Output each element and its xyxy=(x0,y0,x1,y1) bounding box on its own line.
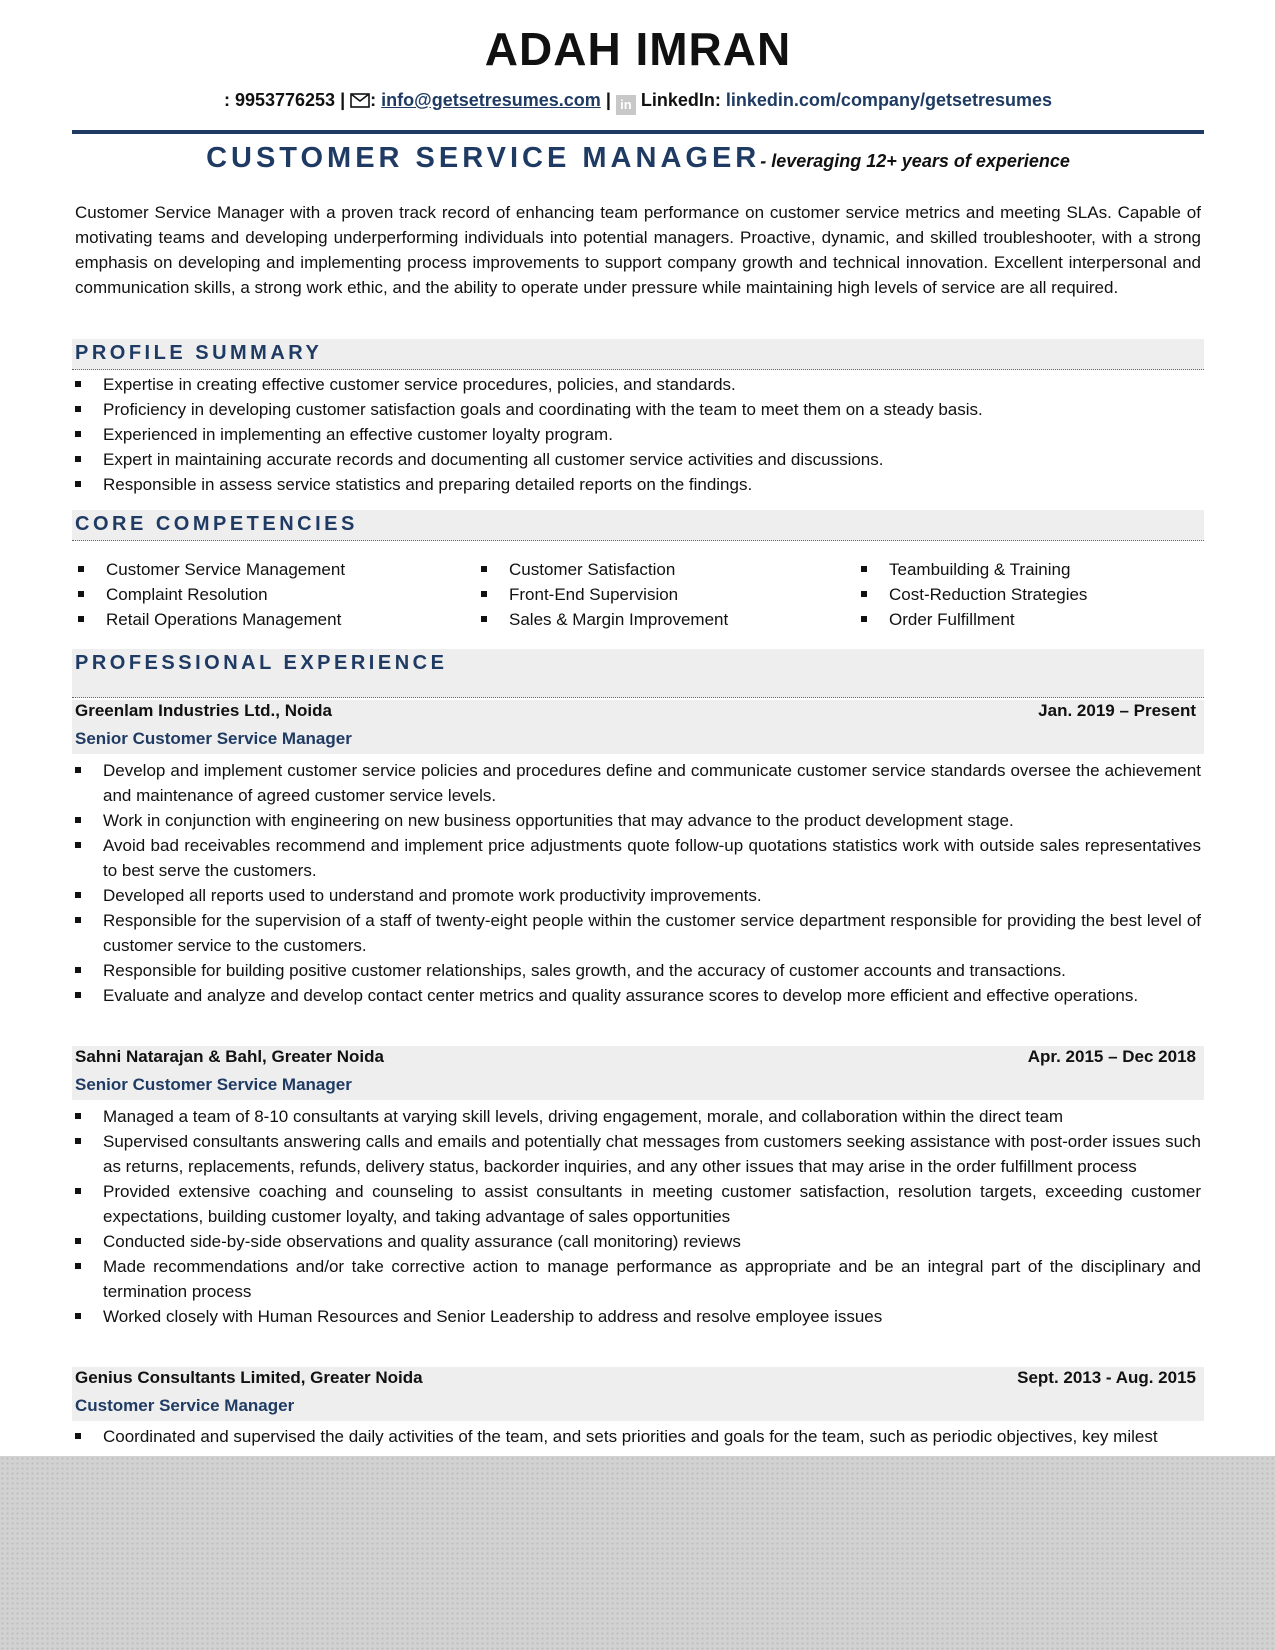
list-item: Coordinated and supervised the daily activities of the team, and sets priorities and goals for the team, such as periodic objectives, key milest xyxy=(72,1424,1201,1449)
list-item: Responsible in assess service statistics and preparing detailed reports on the findings. xyxy=(72,472,1204,497)
list-item: Evaluate and analyze and develop contact center metrics and quality assurance scores to develop more efficient and effective operations. xyxy=(72,983,1201,1008)
section-title: PROFILE SUMMARY xyxy=(75,342,323,364)
job-header-1 xyxy=(72,700,1204,754)
linkedin-icon: in xyxy=(616,95,636,115)
section-header-profile-summary xyxy=(72,339,1204,370)
linkedin-label: LinkedIn: xyxy=(640,90,721,110)
list-item: Teambuilding & Training xyxy=(858,557,1198,582)
preview-cutoff-overlay xyxy=(0,1456,1275,1650)
list-item: Expertise in creating effective customer service procedures, policies, and standards. xyxy=(72,372,1204,397)
job-3-responsibilities xyxy=(72,1424,1201,1449)
company-name: Greenlam Industries Ltd., Noida xyxy=(75,701,332,720)
competency-column-2 xyxy=(478,557,848,632)
company-name: Genius Consultants Limited, Greater Noida xyxy=(75,1368,423,1387)
job-header-2 xyxy=(72,1046,1204,1100)
company-name: Sahni Natarajan & Bahl, Greater Noida xyxy=(75,1047,384,1066)
separator: | xyxy=(340,90,346,110)
list-item: Sales & Margin Improvement xyxy=(478,607,848,632)
list-item: Provided extensive coaching and counseling to assist consultants in meeting customer satisfaction, resolution targets, exceeding customer expectations, building customer loyalty, and taking advantage of sales opportunities xyxy=(72,1179,1201,1229)
section-header-professional-experience xyxy=(72,649,1204,698)
section-title: PROFESSIONAL EXPERIENCE xyxy=(75,652,448,674)
list-item: Order Fulfillment xyxy=(858,607,1198,632)
list-item: Worked closely with Human Resources and Senior Leadership to address and resolve employee issues xyxy=(72,1304,1201,1329)
list-item: Experienced in implementing an effective customer loyalty program. xyxy=(72,422,1204,447)
list-item: Develop and implement customer service policies and procedures define and communicate customer service standards oversee the achievement and maintenance of agreed customer service levels. xyxy=(72,758,1201,808)
list-item: Cost-Reduction Strategies xyxy=(858,582,1198,607)
separator: | xyxy=(605,90,611,110)
list-item: Retail Operations Management xyxy=(75,607,465,632)
list-item: Developed all reports used to understand and promote work productivity improvements. xyxy=(72,883,1201,908)
list-item: Responsible for the supervision of a staff of twenty-eight people within the customer service department responsible for providing the best level of customer service to the customers. xyxy=(72,908,1201,958)
list-item: Avoid bad receivables recommend and implement price adjustments quote follow-up quotations statistics work with outside sales representatives to best serve the customers. xyxy=(72,833,1201,883)
job-dates: Sept. 2013 - Aug. 2015 xyxy=(1017,1368,1196,1387)
list-item: Conducted side-by-side observations and quality assurance (call monitoring) reviews xyxy=(72,1229,1201,1254)
list-item: Work in conjunction with engineering on new business opportunities that may advance to the product development stage. xyxy=(72,808,1201,833)
list-item: Customer Service Management xyxy=(75,557,465,582)
job-title: Senior Customer Service Manager xyxy=(75,1075,352,1094)
intro-paragraph: Customer Service Manager with a proven track record of enhancing team performance on customer service metrics and meeting SLAs. Capable of motivating teams and developing underperforming individuals into potential managers. Proactive, dynamic, and skilled troubleshooter, with a strong emphasis on developing and implementing process improvements to support company growth and technical innovation. Excellent interpersonal and communication skills, a strong work ethic, and the ability to operate under pressure while maintaining high levels of service are all required. xyxy=(75,203,1201,297)
headline xyxy=(72,142,1204,175)
list-item: Customer Satisfaction xyxy=(478,557,848,582)
phone-number: : 9953776253 xyxy=(223,90,336,110)
job-title: Customer Service Manager xyxy=(75,1396,295,1415)
job-dates: Apr. 2015 – Dec 2018 xyxy=(1027,1047,1196,1066)
job-1-responsibilities xyxy=(72,758,1201,1008)
list-item: Responsible for building positive customer relationships, sales growth, and the accuracy of customer accounts and transactions. xyxy=(72,958,1201,983)
headline-role: CUSTOMER SERVICE MANAGER xyxy=(206,142,761,174)
email-label: : xyxy=(370,90,377,110)
list-item: Proficiency in developing customer satisfaction goals and coordinating with the team to meet them on a steady basis. xyxy=(72,397,1204,422)
competency-column-3 xyxy=(858,557,1198,632)
job-title: Senior Customer Service Manager xyxy=(75,729,352,748)
job-2-responsibilities xyxy=(72,1104,1201,1329)
mail-icon xyxy=(350,93,370,108)
email-link[interactable]: info@getsetresumes.com xyxy=(381,90,601,110)
list-item: Supervised consultants answering calls and emails and potentially chat messages from customers seeking assistance with post-order issues such as returns, replacements, refunds, delivery status, backorder inquiries, and any other issues that may arise in the order fulfillment process xyxy=(72,1129,1201,1179)
list-item: Made recommendations and/or take corrective action to manage performance as appropriate and be an integral part of the disciplinary and termination process xyxy=(72,1254,1201,1304)
section-header-core-competencies xyxy=(72,510,1204,541)
competency-column-1 xyxy=(75,557,465,632)
header-divider xyxy=(72,130,1204,134)
linkedin-link[interactable]: linkedin.com/company/getsetresumes xyxy=(725,90,1053,110)
profile-summary-list xyxy=(72,372,1204,497)
headline-tagline: - leveraging 12+ years of experience xyxy=(760,151,1070,171)
job-dates: Jan. 2019 – Present xyxy=(1038,701,1196,720)
contact-line xyxy=(72,90,1204,115)
list-item: Front-End Supervision xyxy=(478,582,848,607)
job-header-3 xyxy=(72,1367,1204,1421)
candidate-name: ADAH IMRAN xyxy=(484,23,792,75)
list-item: Managed a team of 8-10 consultants at varying skill levels, driving engagement, morale, and collaboration within the direct team xyxy=(72,1104,1201,1129)
list-item: Expert in maintaining accurate records and documenting all customer service activities and discussions. xyxy=(72,447,1204,472)
section-title: CORE COMPETENCIES xyxy=(75,513,358,535)
list-item: Complaint Resolution xyxy=(75,582,465,607)
